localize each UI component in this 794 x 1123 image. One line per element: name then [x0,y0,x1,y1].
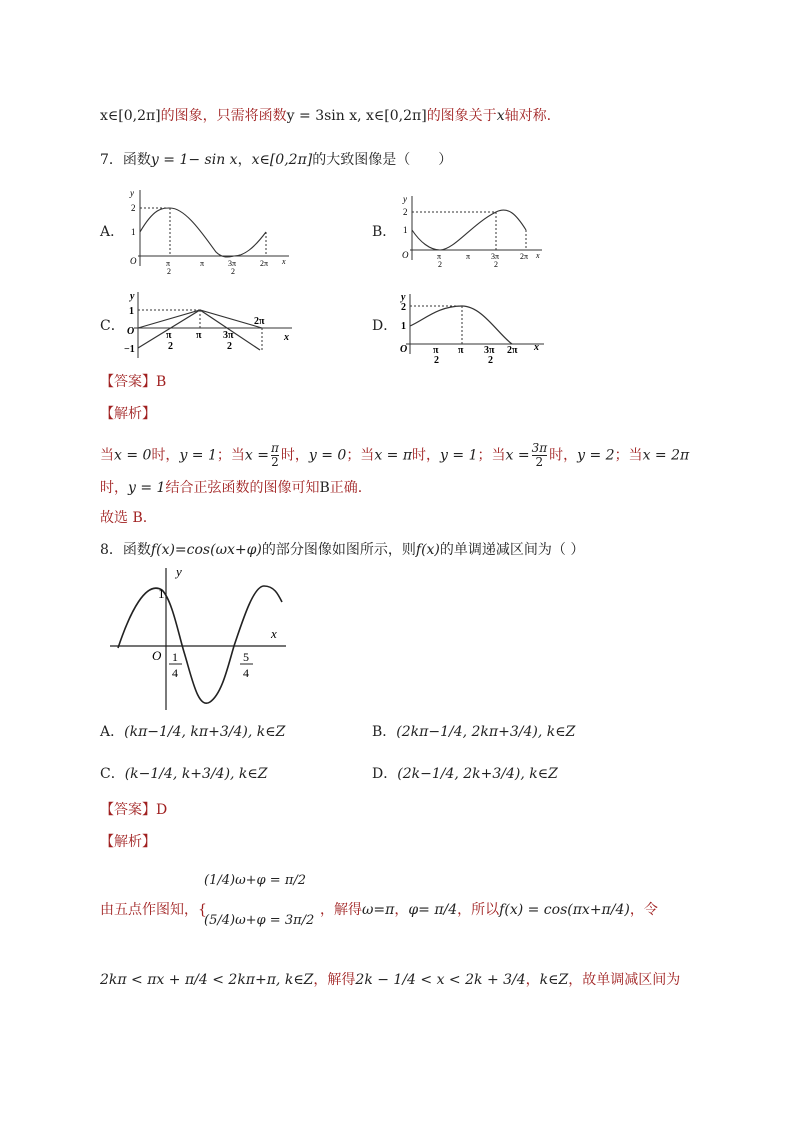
m: 2kπ < πx + π/4 < 2kπ+π, k∈Z [100,972,314,988]
x-label: x [271,626,277,641]
fraction [271,442,279,469]
math-var: x [496,108,505,124]
text: 的单调递减区间为（ ） [439,542,585,558]
m: y = 1 [440,447,478,464]
t: ；当 [477,447,506,464]
question-number: 8．函数 [100,542,151,558]
x-tick: π [433,345,439,356]
math-expr: y = 1− sin x [150,152,238,168]
y-label: y [130,188,134,198]
x-tick-den: 2 [488,355,493,366]
text: 的图象，只需将函数 [160,108,287,124]
tick-2-den: 4 [243,666,249,680]
num: π [270,441,279,455]
x-tick: 2π [507,345,518,356]
graph-q8 [106,562,290,712]
option-8-b [372,722,575,742]
equation-1: (1/4)ω+φ = π/2 [204,873,307,888]
analysis-7-line-2 [100,478,362,498]
math-domain: x∈[0,2π] [100,108,161,124]
math-domain: x∈[0,2π] [251,152,313,168]
num: 3π [531,441,548,455]
origin: O [400,344,408,355]
analysis-7-line-1 [100,442,689,469]
x-tick: 2π [254,316,265,327]
x-tick-den: 2 [168,341,173,352]
t: ， [525,972,540,988]
y-label: y [130,291,135,302]
option-text: (kπ−1/4, kπ+3/4), k∈Z [124,724,286,740]
answer-value: B [156,374,167,390]
y-tick: 1 [401,321,406,332]
x-label: x [534,342,539,353]
t: ，解得 [320,902,362,918]
text: 的大致图像是（ ） [312,152,453,168]
tick-1-den: 4 [172,666,178,680]
analysis-label-8: 【解析】 [100,834,156,850]
x-label: x [284,332,289,343]
x-tick: 2π [520,252,529,261]
tick-1-num: 1 [172,650,178,664]
y-label: y [401,292,406,303]
answer-label: 【答案】 [100,374,156,390]
option-8-c [100,764,268,784]
fraction [532,442,548,469]
m: x = [505,447,530,464]
y-tick: 1 [158,586,165,601]
x-tick-den: 2 [438,260,442,269]
graph-a [124,186,294,276]
math-fx: f(x) [415,542,440,558]
x-label: x [282,257,286,266]
x-tick: π [458,345,464,356]
x-tick: π [166,259,171,268]
option-text: (2k−1/4, 2k+3/4), k∈Z [397,766,558,782]
m: y = 1 [128,480,166,496]
analysis-label-7: 【解析】 [100,406,156,422]
x-tick: π [196,330,202,341]
t: ，所以 [457,902,500,918]
graph-b [396,192,546,270]
y-tick: 1 [131,227,136,237]
option-a-label: A． [100,224,125,240]
x-tick-den: 2 [434,355,439,366]
answer-value: D [156,802,168,818]
m: y = 1 [179,447,217,464]
x-tick-den: 2 [167,267,171,276]
x-tick: π [466,252,471,261]
x-tick-den: 2 [231,267,235,276]
y-tick: 1 [403,225,408,235]
m: x = [244,447,269,464]
t: 正确. [329,480,363,496]
x-tick-den: 2 [227,341,232,352]
option-label: A． [100,724,125,740]
tick-2-num: 5 [243,650,249,664]
text: 轴对称. [504,108,552,124]
t: 时， [412,447,441,464]
question-number: 7．函数 [100,152,151,168]
continuation-line [100,106,551,126]
t: 时， [280,447,309,464]
origin: O [152,648,162,663]
den: 2 [535,455,544,469]
origin: O [127,326,135,337]
t: 由五点作图知，{ [100,902,207,918]
t: ， [394,902,409,918]
option-text: (k−1/4, k+3/4), k∈Z [124,766,268,782]
math-expr: f(x)=cos(ωx+φ) [150,542,262,558]
origin: O [130,256,137,266]
option-label: D． [372,766,398,782]
y-label: y [403,194,407,204]
t: 时， [100,480,128,496]
option-c-label: C． [100,318,125,334]
analysis-8-line-2 [100,970,680,990]
math-expr: y = 3sin x, x∈[0,2π] [286,108,427,124]
t: 时， [549,447,578,464]
t: ，令 [629,902,658,918]
answer-7 [100,372,166,392]
x-tick: π [437,252,442,261]
t: ；当 [614,447,643,464]
x-tick: 3π [484,345,495,356]
eq-spacer [204,890,314,912]
x-tick: 3π [223,330,234,341]
text: ， [237,152,252,168]
y-tick: 1 [129,306,134,317]
t: ；当 [346,447,375,464]
curve [410,306,512,344]
x-label: x [536,251,540,260]
analysis-8-line-1b [320,900,658,920]
t: ，故单调减区间为 [568,972,681,988]
m: k∈Z [539,972,569,988]
m: 2k − 1/4 < x < 2k + 3/4 [355,972,526,988]
origin: O [402,250,409,260]
curve [412,210,526,250]
option-8-d [372,764,558,784]
m: φ= π/4 [408,902,458,918]
m: y = 2 [577,447,615,464]
text: 的部分图像如图所示，则 [261,542,416,558]
text: 的图象关于 [426,108,497,124]
option-text: (2kπ−1/4, 2kπ+3/4), k∈Z [396,724,576,740]
question-8 [100,540,584,560]
t: 当 [100,447,114,464]
answer-label: 【答案】 [100,802,156,818]
curve [140,208,266,257]
t: 时， [151,447,180,464]
m: x = π [374,447,413,464]
option-label: B． [372,724,397,740]
analysis-8-line-1 [100,900,207,920]
x-tick: 3π [228,259,237,268]
option-8-a [100,722,285,742]
t: 结合正弦函数的图像可知 [165,480,320,496]
option-b-label: B． [372,224,397,240]
y-label: y [176,564,182,579]
m: B [319,480,330,496]
conclusion-7: 故选 B. [100,510,148,526]
den: 2 [271,455,279,469]
m: ω=π [362,902,395,918]
x-tick: 3π [491,252,500,261]
option-label: C． [100,766,125,782]
y-tick: 2 [131,203,136,213]
y-tick: 2 [401,302,406,313]
graph-c [122,288,297,360]
y-tick: −1 [124,344,135,355]
question-7 [100,150,452,170]
m: y = 0 [308,447,347,464]
m: x = 0 [114,447,152,464]
equation-system [204,872,314,930]
curve [118,586,282,703]
t: ；当 [216,447,245,464]
x-tick: π [166,330,172,341]
m: x = 2π [642,447,690,464]
graph-d [394,290,554,364]
x-tick: 2π [260,259,269,268]
x-tick-den: 2 [494,260,498,269]
option-d-label: D． [372,318,398,334]
y-tick: 2 [403,207,408,217]
m: f(x) = cos(πx+π/4) [499,902,630,918]
answer-8 [100,800,167,820]
x-tick: π [200,259,205,268]
equation-2: (5/4)ω+φ = 3π/2 [204,913,315,928]
t: ，解得 [313,972,356,988]
